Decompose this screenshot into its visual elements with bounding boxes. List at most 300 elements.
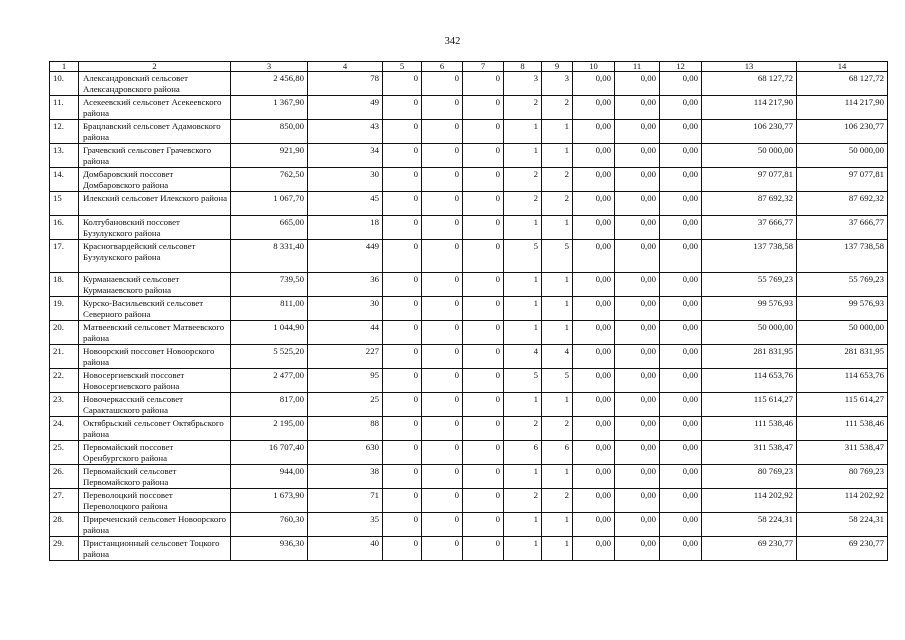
value-col-3: 1 044,90: [231, 321, 308, 345]
value-col-9: 2: [542, 96, 573, 120]
value-col-14: 99 576,93: [797, 297, 888, 321]
value-col-10: 0,00: [573, 465, 615, 489]
value-col-4: 49: [308, 96, 383, 120]
value-col-5: 0: [383, 96, 422, 120]
value-col-7: 0: [463, 465, 504, 489]
table-row: [50, 96, 888, 120]
value-col-9: 2: [542, 192, 573, 216]
value-col-11: 0,00: [615, 417, 660, 441]
value-col-11: 0,00: [615, 465, 660, 489]
row-number: 14.: [50, 168, 79, 192]
value-col-12: 0,00: [660, 297, 702, 321]
value-col-12: 0,00: [660, 537, 702, 561]
row-number: 17.: [50, 240, 79, 273]
value-col-9: 1: [542, 537, 573, 561]
value-col-4: 43: [308, 120, 383, 144]
value-col-3: 1 067,70: [231, 192, 308, 216]
value-col-7: 0: [463, 192, 504, 216]
value-col-12: 0,00: [660, 513, 702, 537]
value-col-6: 0: [422, 192, 463, 216]
municipality-name: Илекский сельсовет Илекского района: [79, 192, 231, 216]
value-col-8: 1: [504, 120, 542, 144]
value-col-9: 1: [542, 393, 573, 417]
value-col-13: 50 000,00: [702, 144, 797, 168]
value-col-9: 2: [542, 417, 573, 441]
value-col-10: 0,00: [573, 192, 615, 216]
value-col-5: 0: [383, 240, 422, 273]
value-col-12: 0,00: [660, 144, 702, 168]
value-col-3: 936,30: [231, 537, 308, 561]
value-col-13: 87 692,32: [702, 192, 797, 216]
value-col-8: 5: [504, 369, 542, 393]
table-row: [50, 144, 888, 168]
row-number: 21.: [50, 345, 79, 369]
value-col-7: 0: [463, 441, 504, 465]
value-col-11: 0,00: [615, 537, 660, 561]
value-col-8: 3: [504, 72, 542, 96]
value-col-6: 0: [422, 345, 463, 369]
table-row: [50, 72, 888, 96]
row-number: 29.: [50, 537, 79, 561]
value-col-6: 0: [422, 537, 463, 561]
value-col-3: 1 673,90: [231, 489, 308, 513]
value-col-10: 0,00: [573, 96, 615, 120]
value-col-12: 0,00: [660, 417, 702, 441]
municipality-name: Асекеевский сельсовет Асекеевского района: [79, 96, 231, 120]
table-row: [50, 369, 888, 393]
value-col-6: 0: [422, 417, 463, 441]
value-col-6: 0: [422, 144, 463, 168]
row-number: 20.: [50, 321, 79, 345]
row-number: 23.: [50, 393, 79, 417]
value-col-6: 0: [422, 168, 463, 192]
value-col-5: 0: [383, 168, 422, 192]
value-col-8: 1: [504, 513, 542, 537]
value-col-9: 5: [542, 369, 573, 393]
row-number: 22.: [50, 369, 79, 393]
value-col-12: 0,00: [660, 369, 702, 393]
value-col-4: 71: [308, 489, 383, 513]
value-col-9: 3: [542, 72, 573, 96]
value-col-7: 0: [463, 513, 504, 537]
value-col-10: 0,00: [573, 144, 615, 168]
value-col-10: 0,00: [573, 513, 615, 537]
table-row: [50, 192, 888, 216]
value-col-8: 2: [504, 417, 542, 441]
value-col-4: 449: [308, 240, 383, 273]
value-col-12: 0,00: [660, 240, 702, 273]
value-col-9: 4: [542, 345, 573, 369]
municipality-name: Красногвардейский сельсовет Бузулукского района: [79, 240, 231, 273]
column-header: 13: [702, 62, 797, 72]
value-col-13: 58 224,31: [702, 513, 797, 537]
value-col-3: 944,00: [231, 465, 308, 489]
value-col-4: 88: [308, 417, 383, 441]
column-header: 7: [463, 62, 504, 72]
value-col-11: 0,00: [615, 297, 660, 321]
value-col-3: 5 525,20: [231, 345, 308, 369]
table-row: [50, 513, 888, 537]
value-col-13: 99 576,93: [702, 297, 797, 321]
value-col-7: 0: [463, 321, 504, 345]
municipality-name: Домбаровский поссовет Домбаровского района: [79, 168, 231, 192]
municipality-name: Брацлавский сельсовет Адамовского района: [79, 120, 231, 144]
value-col-5: 0: [383, 513, 422, 537]
value-col-7: 0: [463, 168, 504, 192]
value-col-5: 0: [383, 489, 422, 513]
value-col-9: 1: [542, 216, 573, 240]
value-col-4: 95: [308, 369, 383, 393]
value-col-11: 0,00: [615, 96, 660, 120]
value-col-14: 106 230,77: [797, 120, 888, 144]
value-col-9: 1: [542, 120, 573, 144]
table-row: [50, 537, 888, 561]
value-col-7: 0: [463, 240, 504, 273]
value-col-13: 80 769,23: [702, 465, 797, 489]
row-number: 12.: [50, 120, 79, 144]
value-col-10: 0,00: [573, 297, 615, 321]
value-col-5: 0: [383, 321, 422, 345]
value-col-14: 137 738,58: [797, 240, 888, 273]
value-col-3: 2 456,80: [231, 72, 308, 96]
value-col-3: 2 477,00: [231, 369, 308, 393]
value-col-11: 0,00: [615, 513, 660, 537]
row-number: 15: [50, 192, 79, 216]
table-row: [50, 393, 888, 417]
value-col-11: 0,00: [615, 240, 660, 273]
value-col-8: 1: [504, 465, 542, 489]
value-col-4: 40: [308, 537, 383, 561]
municipality-name: Новоорский поссовет Новоорского района: [79, 345, 231, 369]
value-col-12: 0,00: [660, 441, 702, 465]
value-col-8: 1: [504, 537, 542, 561]
value-col-4: 45: [308, 192, 383, 216]
column-header: 6: [422, 62, 463, 72]
value-col-14: 115 614,27: [797, 393, 888, 417]
value-col-10: 0,00: [573, 537, 615, 561]
value-col-11: 0,00: [615, 216, 660, 240]
value-col-5: 0: [383, 417, 422, 441]
value-col-14: 50 000,00: [797, 321, 888, 345]
value-col-6: 0: [422, 72, 463, 96]
value-col-9: 1: [542, 513, 573, 537]
value-col-7: 0: [463, 393, 504, 417]
value-col-5: 0: [383, 393, 422, 417]
value-col-14: 37 666,77: [797, 216, 888, 240]
value-col-9: 2: [542, 489, 573, 513]
value-col-11: 0,00: [615, 273, 660, 297]
value-col-10: 0,00: [573, 120, 615, 144]
row-number: 27.: [50, 489, 79, 513]
value-col-9: 2: [542, 168, 573, 192]
value-col-8: 2: [504, 489, 542, 513]
value-col-13: 114 202,92: [702, 489, 797, 513]
value-col-9: 5: [542, 240, 573, 273]
value-col-14: 55 769,23: [797, 273, 888, 297]
value-col-8: 1: [504, 393, 542, 417]
value-col-6: 0: [422, 321, 463, 345]
value-col-3: 16 707,40: [231, 441, 308, 465]
value-col-6: 0: [422, 441, 463, 465]
value-col-7: 0: [463, 96, 504, 120]
municipality-name: Новочеркасский сельсовет Саракташского района: [79, 393, 231, 417]
value-col-3: 760,30: [231, 513, 308, 537]
value-col-7: 0: [463, 120, 504, 144]
value-col-12: 0,00: [660, 216, 702, 240]
table-row: [50, 120, 888, 144]
value-col-14: 281 831,95: [797, 345, 888, 369]
column-number-row: [50, 62, 888, 72]
value-col-6: 0: [422, 489, 463, 513]
column-header: 11: [615, 62, 660, 72]
value-col-5: 0: [383, 216, 422, 240]
municipality-name: Новосергиевский поссовет Новосергиевского района: [79, 369, 231, 393]
value-col-10: 0,00: [573, 321, 615, 345]
row-number: 24.: [50, 417, 79, 441]
value-col-10: 0,00: [573, 273, 615, 297]
value-col-6: 0: [422, 216, 463, 240]
value-col-9: 1: [542, 465, 573, 489]
table-body: [50, 72, 888, 561]
value-col-4: 38: [308, 465, 383, 489]
value-col-13: 68 127,72: [702, 72, 797, 96]
row-number: 18.: [50, 273, 79, 297]
column-header: 14: [797, 62, 888, 72]
value-col-11: 0,00: [615, 144, 660, 168]
row-number: 16.: [50, 216, 79, 240]
value-col-4: 30: [308, 168, 383, 192]
value-col-3: 2 195,00: [231, 417, 308, 441]
value-col-13: 55 769,23: [702, 273, 797, 297]
value-col-9: 1: [542, 297, 573, 321]
value-col-14: 58 224,31: [797, 513, 888, 537]
value-col-11: 0,00: [615, 168, 660, 192]
table-row: [50, 297, 888, 321]
value-col-7: 0: [463, 345, 504, 369]
value-col-13: 50 000,00: [702, 321, 797, 345]
value-col-3: 921,90: [231, 144, 308, 168]
value-col-14: 111 538,46: [797, 417, 888, 441]
value-col-4: 630: [308, 441, 383, 465]
municipality-name: Грачевский сельсовет Грачевского района: [79, 144, 231, 168]
value-col-4: 35: [308, 513, 383, 537]
value-col-7: 0: [463, 273, 504, 297]
value-col-3: 762,50: [231, 168, 308, 192]
value-col-7: 0: [463, 297, 504, 321]
value-col-10: 0,00: [573, 72, 615, 96]
value-col-8: 1: [504, 321, 542, 345]
column-header: 1: [50, 62, 79, 72]
table-row: [50, 168, 888, 192]
value-col-7: 0: [463, 537, 504, 561]
value-col-6: 0: [422, 513, 463, 537]
value-col-6: 0: [422, 273, 463, 297]
value-col-5: 0: [383, 369, 422, 393]
data-table: [49, 61, 888, 561]
value-col-8: 4: [504, 345, 542, 369]
value-col-5: 0: [383, 273, 422, 297]
table-row: [50, 345, 888, 369]
value-col-14: 114 653,76: [797, 369, 888, 393]
value-col-13: 137 738,58: [702, 240, 797, 273]
column-header: 10: [573, 62, 615, 72]
value-col-4: 30: [308, 297, 383, 321]
value-col-3: 850,00: [231, 120, 308, 144]
value-col-7: 0: [463, 417, 504, 441]
value-col-12: 0,00: [660, 168, 702, 192]
row-number: 11.: [50, 96, 79, 120]
municipality-name: Октябрьский сельсовет Октябрьского района: [79, 417, 231, 441]
value-col-3: 811,00: [231, 297, 308, 321]
value-col-12: 0,00: [660, 393, 702, 417]
value-col-10: 0,00: [573, 345, 615, 369]
value-col-4: 36: [308, 273, 383, 297]
value-col-12: 0,00: [660, 120, 702, 144]
value-col-4: 34: [308, 144, 383, 168]
value-col-4: 44: [308, 321, 383, 345]
value-col-4: 227: [308, 345, 383, 369]
value-col-5: 0: [383, 465, 422, 489]
value-col-11: 0,00: [615, 369, 660, 393]
value-col-14: 69 230,77: [797, 537, 888, 561]
value-col-12: 0,00: [660, 192, 702, 216]
value-col-6: 0: [422, 393, 463, 417]
value-col-10: 0,00: [573, 369, 615, 393]
value-col-7: 0: [463, 144, 504, 168]
value-col-13: 37 666,77: [702, 216, 797, 240]
value-col-13: 69 230,77: [702, 537, 797, 561]
value-col-11: 0,00: [615, 120, 660, 144]
table-row: [50, 240, 888, 273]
value-col-13: 97 077,81: [702, 168, 797, 192]
value-col-10: 0,00: [573, 441, 615, 465]
column-header: 4: [308, 62, 383, 72]
value-col-8: 1: [504, 273, 542, 297]
value-col-6: 0: [422, 96, 463, 120]
municipality-name: Курско-Васильевский сельсовет Северного района: [79, 297, 231, 321]
value-col-11: 0,00: [615, 321, 660, 345]
value-col-8: 2: [504, 96, 542, 120]
value-col-7: 0: [463, 489, 504, 513]
value-col-5: 0: [383, 72, 422, 96]
municipality-name: Первомайский сельсовет Первомайского района: [79, 465, 231, 489]
value-col-10: 0,00: [573, 240, 615, 273]
value-col-5: 0: [383, 192, 422, 216]
value-col-3: 665,00: [231, 216, 308, 240]
row-number: 13.: [50, 144, 79, 168]
value-col-5: 0: [383, 537, 422, 561]
municipality-name: Матвеевский сельсовет Матвеевского района: [79, 321, 231, 345]
value-col-11: 0,00: [615, 72, 660, 96]
municipality-name: Курманаевский сельсовет Курманаевского района: [79, 273, 231, 297]
value-col-14: 114 217,90: [797, 96, 888, 120]
value-col-13: 311 538,47: [702, 441, 797, 465]
value-col-3: 8 331,40: [231, 240, 308, 273]
value-col-10: 0,00: [573, 489, 615, 513]
value-col-3: 739,50: [231, 273, 308, 297]
value-col-6: 0: [422, 369, 463, 393]
value-col-14: 68 127,72: [797, 72, 888, 96]
value-col-4: 78: [308, 72, 383, 96]
value-col-10: 0,00: [573, 393, 615, 417]
value-col-11: 0,00: [615, 345, 660, 369]
value-col-7: 0: [463, 216, 504, 240]
value-col-13: 106 230,77: [702, 120, 797, 144]
value-col-13: 114 653,76: [702, 369, 797, 393]
municipality-name: Пристанционный сельсовет Тоцкого района: [79, 537, 231, 561]
row-number: 28.: [50, 513, 79, 537]
value-col-7: 0: [463, 72, 504, 96]
value-col-13: 281 831,95: [702, 345, 797, 369]
value-col-12: 0,00: [660, 345, 702, 369]
value-col-8: 6: [504, 441, 542, 465]
value-col-14: 97 077,81: [797, 168, 888, 192]
value-col-9: 1: [542, 144, 573, 168]
value-col-8: 2: [504, 168, 542, 192]
value-col-6: 0: [422, 297, 463, 321]
value-col-12: 0,00: [660, 273, 702, 297]
value-col-5: 0: [383, 441, 422, 465]
value-col-10: 0,00: [573, 168, 615, 192]
column-header: 9: [542, 62, 573, 72]
value-col-13: 115 614,27: [702, 393, 797, 417]
column-header: 5: [383, 62, 422, 72]
value-col-13: 114 217,90: [702, 96, 797, 120]
value-col-4: 18: [308, 216, 383, 240]
value-col-14: 87 692,32: [797, 192, 888, 216]
column-header: 8: [504, 62, 542, 72]
value-col-14: 50 000,00: [797, 144, 888, 168]
column-header: 3: [231, 62, 308, 72]
page-number: 342: [444, 36, 461, 47]
value-col-6: 0: [422, 465, 463, 489]
municipality-name: Колтубановский поссовет Бузулукского района: [79, 216, 231, 240]
value-col-12: 0,00: [660, 465, 702, 489]
value-col-11: 0,00: [615, 489, 660, 513]
value-col-8: 1: [504, 144, 542, 168]
row-number: 25.: [50, 441, 79, 465]
row-number: 19.: [50, 297, 79, 321]
value-col-5: 0: [383, 297, 422, 321]
row-number: 26.: [50, 465, 79, 489]
table-row: [50, 417, 888, 441]
municipality-name: Приреченский сельсовет Новоорского района: [79, 513, 231, 537]
value-col-11: 0,00: [615, 393, 660, 417]
value-col-10: 0,00: [573, 417, 615, 441]
value-col-3: 1 367,90: [231, 96, 308, 120]
value-col-5: 0: [383, 144, 422, 168]
municipality-name: Александровский сельсовет Александровского района: [79, 72, 231, 96]
value-col-5: 0: [383, 120, 422, 144]
value-col-14: 311 538,47: [797, 441, 888, 465]
municipality-name: Переволоцкий поссовет Переволоцкого района: [79, 489, 231, 513]
value-col-5: 0: [383, 345, 422, 369]
table-row: [50, 216, 888, 240]
table-row: [50, 489, 888, 513]
value-col-6: 0: [422, 120, 463, 144]
municipality-name: Первомайский поссовет Оренбургского района: [79, 441, 231, 465]
value-col-8: 5: [504, 240, 542, 273]
column-header: 2: [79, 62, 231, 72]
value-col-10: 0,00: [573, 216, 615, 240]
value-col-6: 0: [422, 240, 463, 273]
value-col-13: 111 538,46: [702, 417, 797, 441]
value-col-4: 25: [308, 393, 383, 417]
value-col-8: 1: [504, 216, 542, 240]
value-col-9: 1: [542, 321, 573, 345]
value-col-9: 1: [542, 273, 573, 297]
row-number: 10.: [50, 72, 79, 96]
